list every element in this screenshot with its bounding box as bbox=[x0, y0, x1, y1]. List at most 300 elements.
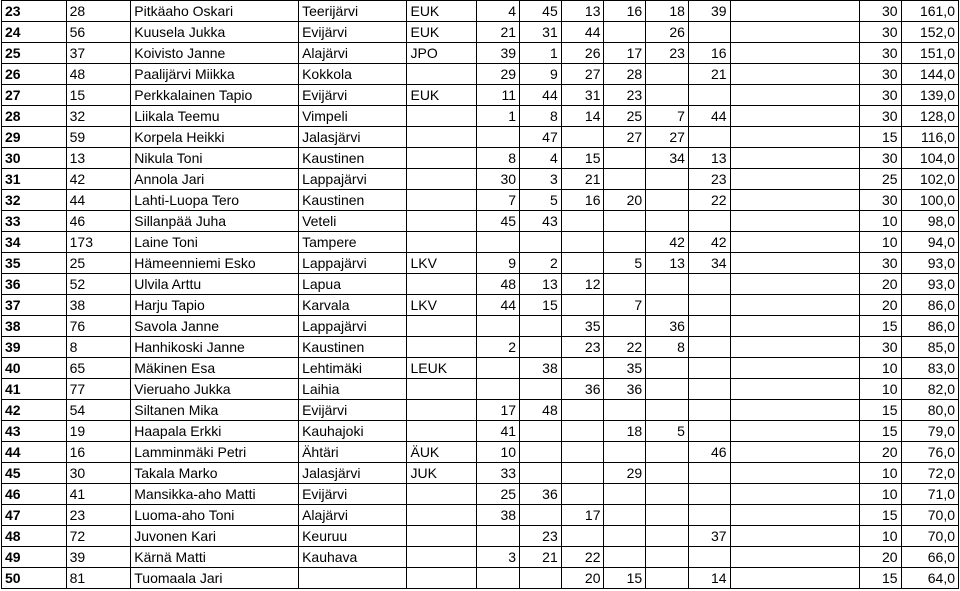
name-cell: Luoma-aho Toni bbox=[131, 505, 299, 526]
bonus-cell: 20 bbox=[859, 295, 901, 316]
score-cell-1 bbox=[477, 316, 520, 337]
score-cell-1: 39 bbox=[477, 43, 520, 64]
team-cell bbox=[407, 568, 477, 589]
name-cell: Mansikka-aho Matti bbox=[131, 484, 299, 505]
table-row bbox=[2, 379, 959, 400]
score-cell-1: 3 bbox=[477, 547, 520, 568]
score-cell-3 bbox=[561, 442, 604, 463]
rank-cell: 42 bbox=[2, 400, 67, 421]
score-cell-3: 16 bbox=[561, 190, 604, 211]
score-cell-5 bbox=[646, 484, 689, 505]
team-cell: JPO bbox=[407, 43, 477, 64]
score-cell-5 bbox=[646, 169, 689, 190]
bonus-cell: 15 bbox=[859, 127, 901, 148]
bonus-cell: 25 bbox=[859, 169, 901, 190]
score-cell-5 bbox=[646, 190, 689, 211]
rank-cell: 35 bbox=[2, 253, 67, 274]
score-cell-1 bbox=[477, 568, 520, 589]
name-cell: Hanhikoski Janne bbox=[131, 337, 299, 358]
rank-cell: 32 bbox=[2, 190, 67, 211]
name-cell: Perkkalainen Tapio bbox=[131, 85, 299, 106]
score-cell-5: 26 bbox=[646, 22, 689, 43]
score-cell-2: 5 bbox=[520, 190, 562, 211]
name-cell: Savola Janne bbox=[131, 316, 299, 337]
team-cell bbox=[407, 232, 477, 253]
total-cell: 80,0 bbox=[901, 400, 958, 421]
name-cell: Nikula Toni bbox=[131, 148, 299, 169]
club-cell: Laihia bbox=[299, 379, 407, 400]
total-cell: 71,0 bbox=[901, 484, 958, 505]
team-cell bbox=[407, 190, 477, 211]
score-cell-4: 15 bbox=[604, 568, 646, 589]
score-cell-5 bbox=[646, 463, 689, 484]
number-cell: 15 bbox=[66, 85, 131, 106]
team-cell bbox=[407, 421, 477, 442]
score-cell-5: 18 bbox=[646, 1, 689, 22]
score-cell-3: 21 bbox=[561, 169, 604, 190]
score-cell-7 bbox=[730, 190, 859, 211]
score-cell-2 bbox=[520, 463, 562, 484]
team-cell: LKV bbox=[407, 295, 477, 316]
team-cell bbox=[407, 169, 477, 190]
bonus-cell: 10 bbox=[859, 484, 901, 505]
name-cell: Sillanpää Juha bbox=[131, 211, 299, 232]
club-cell: Alajärvi bbox=[299, 43, 407, 64]
club-cell: Keuruu bbox=[299, 526, 407, 547]
score-cell-7 bbox=[730, 211, 859, 232]
table-row bbox=[2, 1, 959, 22]
bonus-cell: 30 bbox=[859, 337, 901, 358]
score-cell-4: 7 bbox=[604, 295, 646, 316]
team-cell bbox=[407, 148, 477, 169]
total-cell: 161,0 bbox=[901, 1, 958, 22]
table-row bbox=[2, 337, 959, 358]
score-cell-1: 44 bbox=[477, 295, 520, 316]
score-cell-2 bbox=[520, 505, 562, 526]
score-cell-7 bbox=[730, 337, 859, 358]
name-cell: Korpela Heikki bbox=[131, 127, 299, 148]
score-cell-2 bbox=[520, 442, 562, 463]
rank-cell: 49 bbox=[2, 547, 67, 568]
name-cell: Kärnä Matti bbox=[131, 547, 299, 568]
score-cell-5: 7 bbox=[646, 106, 689, 127]
score-cell-6: 13 bbox=[688, 148, 730, 169]
score-cell-6 bbox=[688, 547, 730, 568]
team-cell bbox=[407, 106, 477, 127]
name-cell: Haapala Erkki bbox=[131, 421, 299, 442]
table-row bbox=[2, 169, 959, 190]
score-cell-2: 38 bbox=[520, 358, 562, 379]
score-cell-5 bbox=[646, 64, 689, 85]
table-row bbox=[2, 232, 959, 253]
score-cell-3 bbox=[561, 526, 604, 547]
number-cell: 42 bbox=[66, 169, 131, 190]
club-cell: Kaustinen bbox=[299, 190, 407, 211]
score-cell-4: 29 bbox=[604, 463, 646, 484]
score-cell-1: 7 bbox=[477, 190, 520, 211]
bonus-cell: 30 bbox=[859, 64, 901, 85]
score-cell-5: 42 bbox=[646, 232, 689, 253]
total-cell: 64,0 bbox=[901, 568, 958, 589]
club-cell: Evijärvi bbox=[299, 484, 407, 505]
name-cell: Annola Jari bbox=[131, 169, 299, 190]
score-cell-2 bbox=[520, 337, 562, 358]
score-cell-4: 35 bbox=[604, 358, 646, 379]
score-cell-7 bbox=[730, 295, 859, 316]
bonus-cell: 10 bbox=[859, 358, 901, 379]
table-row bbox=[2, 484, 959, 505]
total-cell: 93,0 bbox=[901, 253, 958, 274]
name-cell: Tuomaala Jari bbox=[131, 568, 299, 589]
name-cell: Laine Toni bbox=[131, 232, 299, 253]
club-cell: Kokkola bbox=[299, 64, 407, 85]
score-cell-7 bbox=[730, 442, 859, 463]
score-cell-6: 42 bbox=[688, 232, 730, 253]
total-cell: 100,0 bbox=[901, 190, 958, 211]
score-cell-2 bbox=[520, 568, 562, 589]
rank-cell: 28 bbox=[2, 106, 67, 127]
score-cell-6 bbox=[688, 463, 730, 484]
table-row bbox=[2, 43, 959, 64]
score-cell-2: 8 bbox=[520, 106, 562, 127]
score-cell-2: 36 bbox=[520, 484, 562, 505]
total-cell: 152,0 bbox=[901, 22, 958, 43]
bonus-cell: 20 bbox=[859, 274, 901, 295]
score-cell-2: 45 bbox=[520, 1, 562, 22]
score-cell-7 bbox=[730, 400, 859, 421]
team-cell: EUK bbox=[407, 1, 477, 22]
table-row bbox=[2, 505, 959, 526]
bonus-cell: 20 bbox=[859, 547, 901, 568]
total-cell: 70,0 bbox=[901, 526, 958, 547]
number-cell: 37 bbox=[66, 43, 131, 64]
rank-cell: 48 bbox=[2, 526, 67, 547]
score-cell-4: 28 bbox=[604, 64, 646, 85]
score-cell-7 bbox=[730, 43, 859, 64]
score-cell-4 bbox=[604, 211, 646, 232]
score-cell-6: 23 bbox=[688, 169, 730, 190]
score-cell-3: 23 bbox=[561, 337, 604, 358]
table-row bbox=[2, 421, 959, 442]
score-cell-1: 38 bbox=[477, 505, 520, 526]
total-cell: 151,0 bbox=[901, 43, 958, 64]
name-cell: Takala Marko bbox=[131, 463, 299, 484]
club-cell: Vimpeli bbox=[299, 106, 407, 127]
score-cell-7 bbox=[730, 253, 859, 274]
total-cell: 139,0 bbox=[901, 85, 958, 106]
club-cell: Evijärvi bbox=[299, 85, 407, 106]
total-cell: 104,0 bbox=[901, 148, 958, 169]
rank-cell: 50 bbox=[2, 568, 67, 589]
score-cell-1: 8 bbox=[477, 148, 520, 169]
name-cell: Juvonen Kari bbox=[131, 526, 299, 547]
team-cell bbox=[407, 127, 477, 148]
bonus-cell: 30 bbox=[859, 43, 901, 64]
table-row bbox=[2, 253, 959, 274]
rank-cell: 38 bbox=[2, 316, 67, 337]
name-cell: Kuusela Jukka bbox=[131, 22, 299, 43]
score-cell-6: 16 bbox=[688, 43, 730, 64]
name-cell: Mäkinen Esa bbox=[131, 358, 299, 379]
rank-cell: 43 bbox=[2, 421, 67, 442]
table-row bbox=[2, 106, 959, 127]
score-cell-6: 22 bbox=[688, 190, 730, 211]
score-cell-3 bbox=[561, 232, 604, 253]
score-cell-3 bbox=[561, 421, 604, 442]
score-cell-6 bbox=[688, 358, 730, 379]
table-row bbox=[2, 358, 959, 379]
score-cell-1: 25 bbox=[477, 484, 520, 505]
team-cell bbox=[407, 484, 477, 505]
table-row bbox=[2, 190, 959, 211]
club-cell: Jalasjärvi bbox=[299, 463, 407, 484]
score-cell-1: 29 bbox=[477, 64, 520, 85]
total-cell: 70,0 bbox=[901, 505, 958, 526]
score-cell-4: 18 bbox=[604, 421, 646, 442]
rank-cell: 33 bbox=[2, 211, 67, 232]
score-cell-3: 31 bbox=[561, 85, 604, 106]
score-cell-4 bbox=[604, 400, 646, 421]
total-cell: 76,0 bbox=[901, 442, 958, 463]
score-cell-1: 10 bbox=[477, 442, 520, 463]
bonus-cell: 10 bbox=[859, 379, 901, 400]
total-cell: 86,0 bbox=[901, 295, 958, 316]
number-cell: 81 bbox=[66, 568, 131, 589]
score-cell-4 bbox=[604, 547, 646, 568]
score-cell-4 bbox=[604, 169, 646, 190]
name-cell: Siltanen Mika bbox=[131, 400, 299, 421]
bonus-cell: 30 bbox=[859, 85, 901, 106]
rank-cell: 27 bbox=[2, 85, 67, 106]
total-cell: 66,0 bbox=[901, 547, 958, 568]
table-row bbox=[2, 316, 959, 337]
score-cell-6: 34 bbox=[688, 253, 730, 274]
score-cell-5 bbox=[646, 505, 689, 526]
score-cell-5 bbox=[646, 442, 689, 463]
score-cell-6: 46 bbox=[688, 442, 730, 463]
score-cell-1: 2 bbox=[477, 337, 520, 358]
score-cell-7 bbox=[730, 106, 859, 127]
total-cell: 144,0 bbox=[901, 64, 958, 85]
score-cell-2 bbox=[520, 232, 562, 253]
bonus-cell: 30 bbox=[859, 22, 901, 43]
table-row bbox=[2, 274, 959, 295]
club-cell: Veteli bbox=[299, 211, 407, 232]
score-cell-1: 9 bbox=[477, 253, 520, 274]
score-cell-5: 13 bbox=[646, 253, 689, 274]
number-cell: 52 bbox=[66, 274, 131, 295]
number-cell: 39 bbox=[66, 547, 131, 568]
table-row bbox=[2, 568, 959, 589]
score-cell-4 bbox=[604, 232, 646, 253]
club-cell: Karvala bbox=[299, 295, 407, 316]
total-cell: 82,0 bbox=[901, 379, 958, 400]
club-cell: Lappajärvi bbox=[299, 169, 407, 190]
team-cell: LEUK bbox=[407, 358, 477, 379]
name-cell: Vieruaho Jukka bbox=[131, 379, 299, 400]
score-cell-2 bbox=[520, 379, 562, 400]
number-cell: 16 bbox=[66, 442, 131, 463]
score-cell-3: 20 bbox=[561, 568, 604, 589]
score-cell-4: 27 bbox=[604, 127, 646, 148]
club-cell: Tampere bbox=[299, 232, 407, 253]
score-cell-5 bbox=[646, 295, 689, 316]
score-cell-2: 15 bbox=[520, 295, 562, 316]
score-cell-7 bbox=[730, 568, 859, 589]
bonus-cell: 20 bbox=[859, 442, 901, 463]
club-cell: Evijärvi bbox=[299, 400, 407, 421]
score-cell-3: 14 bbox=[561, 106, 604, 127]
table-row bbox=[2, 148, 959, 169]
score-cell-4 bbox=[604, 22, 646, 43]
rank-cell: 23 bbox=[2, 1, 67, 22]
score-cell-1: 30 bbox=[477, 169, 520, 190]
total-cell: 102,0 bbox=[901, 169, 958, 190]
score-cell-7 bbox=[730, 232, 859, 253]
score-cell-5: 23 bbox=[646, 43, 689, 64]
total-cell: 128,0 bbox=[901, 106, 958, 127]
score-cell-4 bbox=[604, 148, 646, 169]
score-cell-6: 44 bbox=[688, 106, 730, 127]
score-cell-1 bbox=[477, 379, 520, 400]
score-cell-7 bbox=[730, 1, 859, 22]
name-cell: Hämeenniemi Esko bbox=[131, 253, 299, 274]
score-cell-3: 44 bbox=[561, 22, 604, 43]
rank-cell: 26 bbox=[2, 64, 67, 85]
score-cell-4: 22 bbox=[604, 337, 646, 358]
table-row bbox=[2, 400, 959, 421]
bonus-cell: 30 bbox=[859, 1, 901, 22]
score-cell-6 bbox=[688, 337, 730, 358]
rank-cell: 39 bbox=[2, 337, 67, 358]
score-cell-7 bbox=[730, 379, 859, 400]
total-cell: 79,0 bbox=[901, 421, 958, 442]
team-cell bbox=[407, 274, 477, 295]
number-cell: 23 bbox=[66, 505, 131, 526]
score-cell-3 bbox=[561, 400, 604, 421]
score-cell-3: 26 bbox=[561, 43, 604, 64]
number-cell: 19 bbox=[66, 421, 131, 442]
number-cell: 28 bbox=[66, 1, 131, 22]
table-row bbox=[2, 463, 959, 484]
number-cell: 56 bbox=[66, 22, 131, 43]
score-cell-6: 21 bbox=[688, 64, 730, 85]
bonus-cell: 30 bbox=[859, 106, 901, 127]
score-cell-7 bbox=[730, 85, 859, 106]
score-cell-1 bbox=[477, 127, 520, 148]
rank-cell: 45 bbox=[2, 463, 67, 484]
club-cell: Lapua bbox=[299, 274, 407, 295]
score-cell-1 bbox=[477, 526, 520, 547]
rank-cell: 30 bbox=[2, 148, 67, 169]
score-cell-6 bbox=[688, 421, 730, 442]
score-cell-2: 44 bbox=[520, 85, 562, 106]
bonus-cell: 15 bbox=[859, 568, 901, 589]
club-cell: Jalasjärvi bbox=[299, 127, 407, 148]
bonus-cell: 10 bbox=[859, 526, 901, 547]
score-cell-2: 1 bbox=[520, 43, 562, 64]
score-cell-7 bbox=[730, 169, 859, 190]
name-cell: Harju Tapio bbox=[131, 295, 299, 316]
club-cell: Lehtimäki bbox=[299, 358, 407, 379]
club-cell: Lappajärvi bbox=[299, 316, 407, 337]
score-cell-4 bbox=[604, 442, 646, 463]
score-cell-5: 8 bbox=[646, 337, 689, 358]
score-cell-4 bbox=[604, 274, 646, 295]
score-cell-6: 39 bbox=[688, 1, 730, 22]
table-row bbox=[2, 127, 959, 148]
table-row bbox=[2, 85, 959, 106]
score-cell-4 bbox=[604, 316, 646, 337]
score-cell-2: 31 bbox=[520, 22, 562, 43]
score-cell-5: 27 bbox=[646, 127, 689, 148]
score-cell-7 bbox=[730, 505, 859, 526]
score-cell-7 bbox=[730, 148, 859, 169]
number-cell: 72 bbox=[66, 526, 131, 547]
number-cell: 54 bbox=[66, 400, 131, 421]
score-cell-1 bbox=[477, 358, 520, 379]
score-cell-6 bbox=[688, 295, 730, 316]
score-cell-7 bbox=[730, 22, 859, 43]
score-cell-5 bbox=[646, 211, 689, 232]
total-cell: 72,0 bbox=[901, 463, 958, 484]
score-cell-7 bbox=[730, 316, 859, 337]
results-table bbox=[1, 0, 959, 589]
score-cell-7 bbox=[730, 526, 859, 547]
rank-cell: 41 bbox=[2, 379, 67, 400]
score-cell-3: 12 bbox=[561, 274, 604, 295]
score-cell-3: 35 bbox=[561, 316, 604, 337]
score-cell-2: 43 bbox=[520, 211, 562, 232]
team-cell: LKV bbox=[407, 253, 477, 274]
score-cell-2 bbox=[520, 421, 562, 442]
score-cell-4: 36 bbox=[604, 379, 646, 400]
score-cell-6 bbox=[688, 505, 730, 526]
score-cell-3 bbox=[561, 295, 604, 316]
score-cell-4: 23 bbox=[604, 85, 646, 106]
score-cell-1: 17 bbox=[477, 400, 520, 421]
number-cell: 76 bbox=[66, 316, 131, 337]
name-cell: Ulvila Arttu bbox=[131, 274, 299, 295]
score-cell-5 bbox=[646, 85, 689, 106]
team-cell bbox=[407, 64, 477, 85]
score-cell-1: 41 bbox=[477, 421, 520, 442]
total-cell: 86,0 bbox=[901, 316, 958, 337]
team-cell: EUK bbox=[407, 22, 477, 43]
club-cell: Kaustinen bbox=[299, 337, 407, 358]
score-cell-5 bbox=[646, 547, 689, 568]
score-cell-5 bbox=[646, 568, 689, 589]
table-row bbox=[2, 442, 959, 463]
score-cell-5 bbox=[646, 400, 689, 421]
rank-cell: 34 bbox=[2, 232, 67, 253]
score-cell-1: 21 bbox=[477, 22, 520, 43]
score-cell-3 bbox=[561, 484, 604, 505]
score-cell-7 bbox=[730, 484, 859, 505]
rank-cell: 47 bbox=[2, 505, 67, 526]
score-cell-6: 14 bbox=[688, 568, 730, 589]
score-cell-2 bbox=[520, 316, 562, 337]
club-cell: Ähtäri bbox=[299, 442, 407, 463]
score-cell-5 bbox=[646, 358, 689, 379]
bonus-cell: 15 bbox=[859, 421, 901, 442]
number-cell: 48 bbox=[66, 64, 131, 85]
club-cell: Evijärvi bbox=[299, 22, 407, 43]
bonus-cell: 15 bbox=[859, 505, 901, 526]
score-cell-6 bbox=[688, 400, 730, 421]
score-cell-2: 4 bbox=[520, 148, 562, 169]
score-cell-3: 27 bbox=[561, 64, 604, 85]
